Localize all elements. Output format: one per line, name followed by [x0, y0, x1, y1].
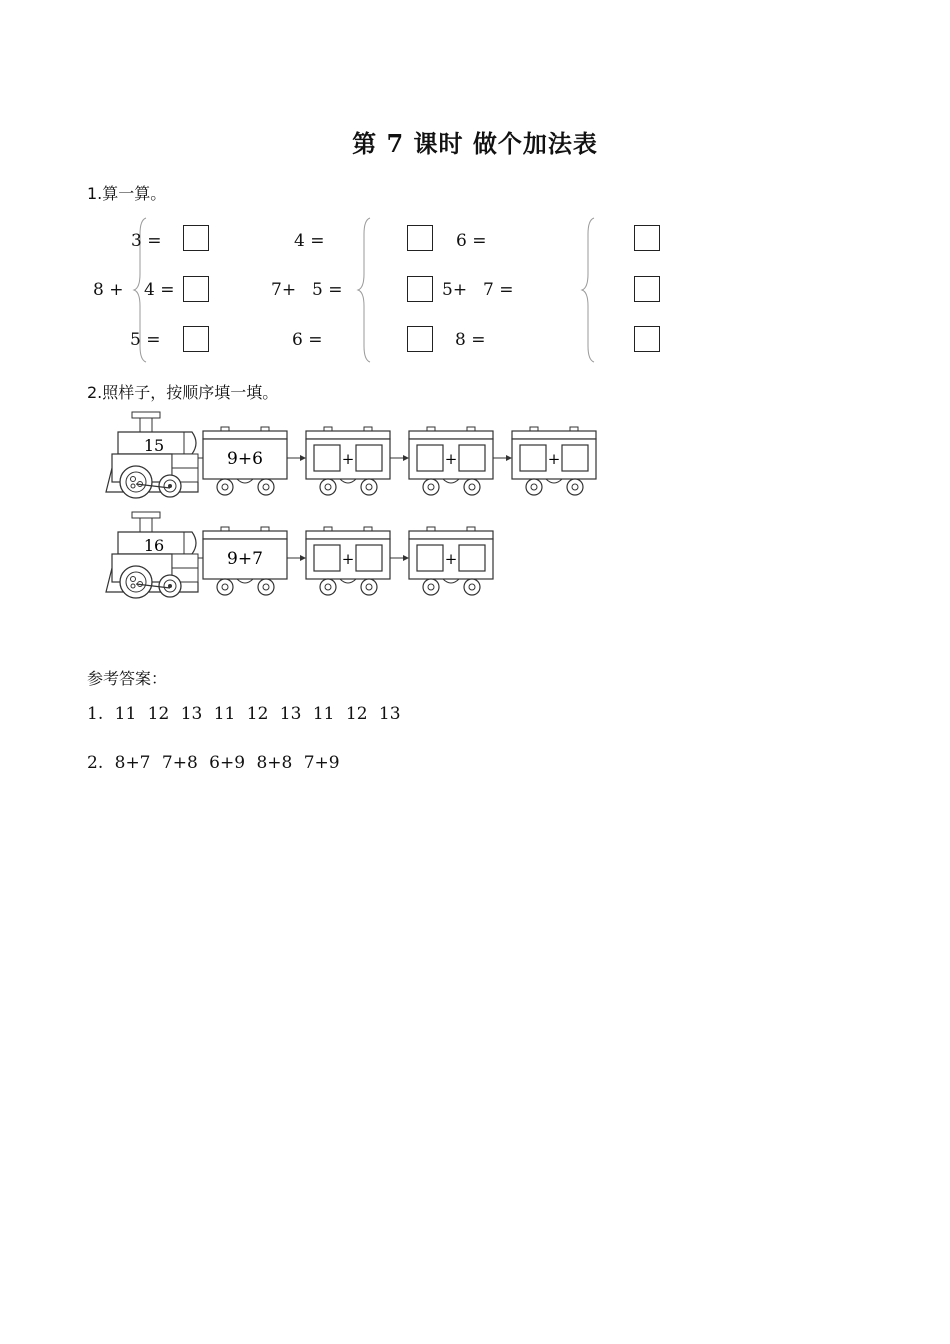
group-3-base: 5+ [442, 280, 468, 300]
answer-line-1: 1. 11 12 13 11 12 13 11 12 13 [87, 704, 401, 724]
group-3-addend-3: 8 = [455, 330, 486, 350]
answer-box[interactable] [634, 225, 660, 251]
train-2-car-3-plus: + [444, 550, 458, 568]
answer-box[interactable] [183, 276, 209, 302]
answer-box[interactable] [183, 326, 209, 352]
group-3-addend-2: 7 = [483, 280, 514, 300]
train-1-car-2-plus: + [341, 450, 355, 468]
group-1-addend-1: 3 = [131, 231, 162, 251]
answers-heading: 参考答案： [87, 669, 168, 688]
answer-box[interactable] [407, 326, 433, 352]
answer-line-2: 2. 8+7 7+8 6+9 8+8 7+9 [87, 753, 340, 773]
group-2-addend-1: 4 = [294, 231, 325, 251]
question-2-label: 2.照样子，按顺序填一填。 [87, 383, 279, 402]
answer-box[interactable] [183, 225, 209, 251]
train-2-example: 9+7 [227, 549, 263, 569]
train-2-car-2-plus: + [341, 550, 355, 568]
group-1-addend-2: 4 = [144, 280, 175, 300]
page-title: 第 7 课时 做个加法表 [352, 129, 598, 158]
answer-box[interactable] [407, 276, 433, 302]
train-1-car-4-plus: + [547, 450, 561, 468]
group-3-addend-1: 6 = [456, 231, 487, 251]
group-2-addend-2: 5 = [312, 280, 343, 300]
answer-box[interactable] [634, 326, 660, 352]
answer-box[interactable] [634, 276, 660, 302]
train-1-example: 9+6 [227, 449, 263, 469]
train-1-car-3-plus: + [444, 450, 458, 468]
train-diagram [100, 408, 610, 608]
question-1-label: 1.算一算。 [87, 184, 167, 203]
answer-box[interactable] [407, 225, 433, 251]
group-2-base: 7+ [271, 280, 297, 300]
group-2-addend-3: 6 = [292, 330, 323, 350]
group-1-addend-3: 5 = [130, 330, 161, 350]
group-1-base: 8 + [93, 280, 124, 300]
train-1-engine-number: 15 [143, 436, 165, 455]
train-2-engine-number: 16 [143, 536, 165, 555]
